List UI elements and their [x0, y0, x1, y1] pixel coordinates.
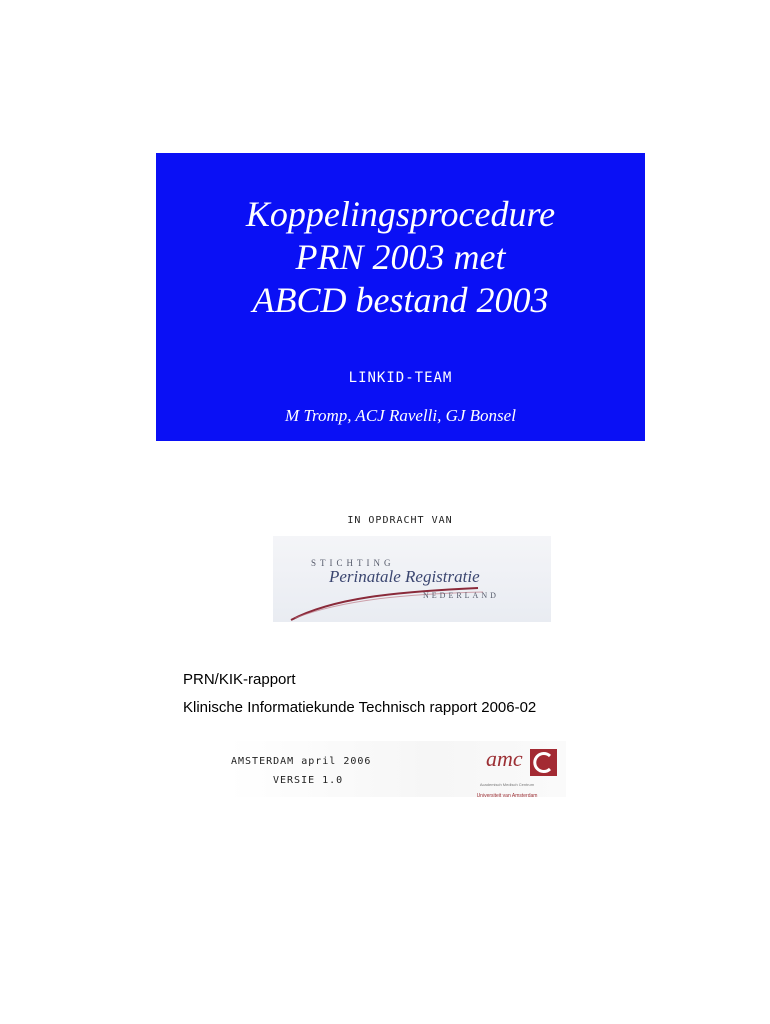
amc-mark-text: amc: [486, 746, 523, 771]
report-number: Klinische Informatiekunde Technisch rapport 2006-02: [183, 699, 537, 716]
team-name: LINKID-TEAM: [348, 370, 453, 386]
prn-logo: [273, 536, 551, 622]
prn-nederland-text: NEDERLAND: [423, 591, 499, 600]
amc-logo: [452, 745, 562, 805]
report-title: [156, 193, 645, 322]
prn-stichting-text: STICHTING: [311, 558, 395, 568]
amc-subline-2: Universiteit van Amsterdam: [476, 793, 538, 799]
title-line-3: ABCD bestand 2003: [252, 280, 549, 320]
title-line-2: PRN 2003 met: [295, 237, 506, 277]
version: VERSIE 1.0: [273, 775, 344, 786]
title-line-1: Koppelingsprocedure: [245, 194, 556, 234]
amc-c-icon: [530, 749, 557, 776]
commission-label: IN OPDRACHT VAN: [347, 515, 453, 526]
amc-subline-1: Academisch Medisch Centrum: [479, 782, 535, 787]
report-series: PRN/KIK-rapport: [183, 671, 296, 688]
prn-name-text: Perinatale Registratie: [329, 567, 480, 586]
authors: M Tromp, ACJ Ravelli, GJ Bonsel: [285, 406, 516, 425]
title-box: [156, 153, 645, 441]
place-date: AMSTERDAM april 2006: [231, 756, 372, 767]
